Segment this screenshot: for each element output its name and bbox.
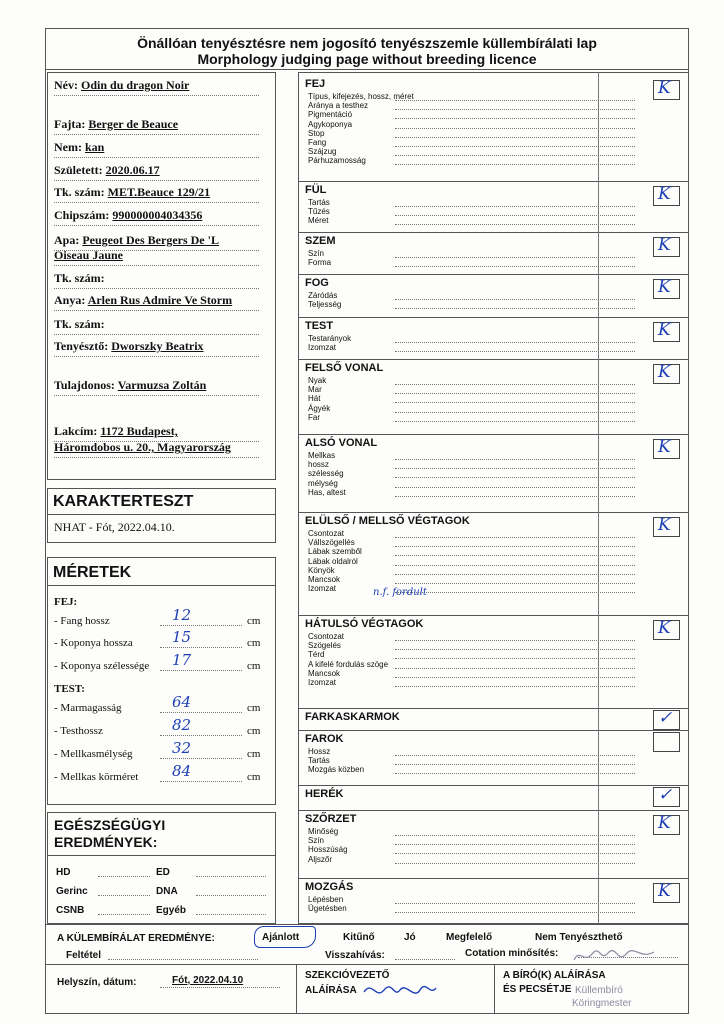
place-dots	[160, 987, 280, 988]
measure-label: - Koponya hossza	[54, 637, 133, 649]
dog-dots	[54, 395, 259, 396]
section-title: MOZGÁS	[305, 881, 354, 893]
section-dots	[395, 903, 635, 904]
dog-dots	[54, 157, 259, 158]
section-mark-box	[653, 279, 680, 299]
section-dots	[395, 583, 635, 584]
footer-divider-1	[296, 964, 297, 1014]
section-sub: Csontozat	[308, 529, 345, 538]
section-sub: mélység	[308, 478, 338, 488]
section-dots	[395, 853, 635, 854]
dog-row	[54, 440, 231, 455]
section-sub: Fang	[308, 138, 327, 147]
section-dots	[395, 100, 635, 101]
health-item: CSNB	[56, 905, 85, 916]
section-sub: Nyak	[308, 376, 327, 385]
section-divider	[298, 615, 689, 616]
health-item: HD	[56, 867, 71, 878]
section-dots	[395, 658, 635, 659]
dog-row	[54, 233, 219, 248]
cotation-label: Cotation minősítés:	[465, 948, 559, 959]
dog-row	[54, 78, 189, 93]
measure-label: - Fang hossz	[54, 615, 110, 627]
section-title: HÁTULSÓ VÉGTAGOK	[305, 618, 424, 630]
title-english: Morphology judging page without breeding licence	[197, 51, 537, 67]
measure-label: - Mellkasmélység	[54, 748, 133, 760]
section-sub: Vállszögellés	[308, 538, 355, 548]
section-title: TEST	[305, 320, 334, 332]
measure-unit: cm	[247, 725, 261, 737]
dog-label: Tk. szám:	[54, 317, 105, 331]
health-dots	[196, 895, 266, 896]
section-sub: Szögelés	[308, 641, 341, 651]
section-dots	[395, 640, 635, 641]
section-dots	[395, 668, 635, 669]
dog-row	[54, 424, 178, 439]
measure-label: - Testhossz	[54, 725, 103, 737]
section-mark: K	[658, 813, 671, 833]
result-label: A KÜLEMBÍRÁLAT EREDMÉNYE:	[57, 933, 215, 944]
section-dots	[395, 384, 635, 385]
section-mark-box	[653, 439, 680, 459]
sig2-line2: ÉS PECSÉTJE	[503, 984, 572, 995]
section-dots	[395, 477, 635, 478]
place-label: Helyszín, dátum:	[57, 977, 137, 988]
dog-dots	[54, 180, 259, 181]
dog-dots	[54, 202, 259, 203]
dog-value: Peugeot Des Bergers De 'L	[82, 233, 219, 247]
dog-row	[54, 271, 105, 286]
measure-value: 12	[172, 606, 192, 624]
section-dots	[395, 773, 635, 774]
section-sub: Mancsok	[308, 668, 341, 678]
dog-label: Tulajdonos:	[54, 378, 115, 392]
section-sub: Hát	[308, 394, 321, 404]
health-heading-1: EGÉSZSÉGÜGYI	[54, 817, 166, 833]
dog-row	[54, 293, 232, 308]
section-sub: Aljszőr	[308, 854, 333, 864]
section-sub: Teljesség	[308, 300, 342, 310]
section-title: SZŐRZET	[305, 813, 357, 825]
section-divider	[298, 434, 689, 435]
section-dots	[395, 137, 635, 138]
section-sub: Szín	[308, 249, 325, 258]
dog-value: Arlen Rus Admire Ve Storm	[87, 293, 233, 307]
dog-label: Született:	[54, 163, 103, 177]
dog-label: Tenyésztő:	[54, 339, 109, 353]
section-mark: K	[658, 320, 671, 340]
section-dots	[395, 555, 635, 556]
section-sub: Aránya a testhez	[308, 101, 369, 111]
section-dots	[395, 546, 635, 547]
dog-row	[54, 140, 104, 155]
measure-dots	[160, 735, 242, 736]
karakter-value: NHAT - Fót, 2022.04.10.	[54, 520, 175, 534]
section-divider	[298, 274, 689, 275]
measure-value: 84	[172, 762, 192, 780]
section-dots	[395, 565, 635, 566]
section-sub: Hosszúság	[308, 845, 348, 855]
section-sub: Ügetésben	[308, 904, 347, 914]
dog-label: Lakcím:	[54, 424, 98, 438]
sig1-line1: SZEKCIÓVEZETŐ	[305, 970, 390, 981]
section-dots	[395, 118, 635, 119]
section-mark: K	[658, 235, 671, 255]
section-sub: Párhuzamosság	[308, 156, 366, 166]
section-dots	[395, 764, 635, 765]
health-item: Gerinc	[56, 886, 88, 897]
section-divider	[298, 708, 689, 709]
dog-row	[54, 117, 178, 132]
section-dots	[395, 412, 635, 413]
section-sub: Tartás	[308, 756, 330, 766]
meretek-divider	[47, 585, 276, 586]
section-title: FEJ	[305, 78, 326, 90]
health-dots	[196, 914, 266, 915]
measure-value: 17	[172, 651, 192, 669]
section-sub: Méret	[308, 216, 329, 226]
measure-value: 82	[172, 716, 192, 734]
title-hungarian: Önállóan tenyésztésre nem jogosító tenyészszemle küllembírálati lap	[137, 35, 597, 51]
feltetel-dots	[108, 959, 258, 960]
section-sub: Mellkas	[308, 451, 336, 460]
measure-unit: cm	[247, 637, 261, 649]
section-dots	[395, 649, 635, 650]
dog-label: Tk. szám:	[54, 271, 105, 285]
section-sub: Szín	[308, 836, 325, 846]
feltetel-label: Feltétel	[66, 950, 102, 961]
health-heading-2: EREDMÉNYEK:	[54, 834, 158, 850]
section-sub: Csontozat	[308, 632, 345, 641]
health-dots	[98, 876, 150, 877]
dog-dots	[54, 225, 259, 226]
section-sub: A kifelé fordulás szöge	[308, 659, 389, 669]
section-dots	[395, 215, 635, 216]
dog-dots	[54, 356, 259, 357]
section-dots	[395, 206, 635, 207]
section-sub: Könyök	[308, 565, 335, 575]
section-dots	[395, 402, 635, 403]
measure-value: 64	[172, 693, 192, 711]
dog-dots	[54, 288, 259, 289]
section-mark-box	[653, 732, 680, 752]
dog-label: Apa:	[54, 233, 80, 247]
dog-row	[54, 248, 123, 263]
fej-label: FEJ:	[54, 596, 78, 608]
dog-label: Chipszám:	[54, 208, 110, 222]
section-title: ALSÓ VONAL	[305, 437, 378, 449]
section-dots	[395, 863, 635, 864]
section-dots	[395, 109, 635, 110]
measure-value: 15	[172, 628, 192, 646]
dog-value: 2020.06.17	[105, 163, 160, 177]
measure-unit: cm	[247, 615, 261, 627]
section-dots	[395, 755, 635, 756]
section-divider	[298, 512, 689, 513]
section-sub: Lépésben	[308, 895, 344, 904]
dog-dots	[54, 334, 259, 335]
section-dots	[395, 459, 635, 460]
section-mark: ✓	[658, 785, 673, 805]
section-dots	[395, 266, 635, 267]
section-title: HERÉK	[305, 788, 344, 800]
measure-dots	[160, 758, 242, 759]
section-dots	[395, 835, 635, 836]
section-mark: K	[658, 437, 671, 457]
section-sub: Térd	[308, 650, 325, 660]
karakter-heading: KARAKTERTESZT	[53, 493, 194, 510]
section-dots	[395, 128, 635, 129]
dog-label: Tk. szám:	[54, 185, 105, 199]
measure-unit: cm	[247, 771, 261, 783]
measure-label: - Marmagasság	[54, 702, 122, 714]
dog-value: 990000004034356	[112, 208, 203, 222]
sections-column-line	[598, 72, 599, 924]
section-sub: Izomzat	[308, 584, 337, 594]
result-chosen-label: Ajánlott	[262, 932, 300, 943]
section-dots	[395, 537, 635, 538]
result-option-2: Jó	[404, 932, 416, 943]
section-sub: Stop	[308, 128, 325, 138]
section-sub: Szájzug	[308, 147, 337, 157]
section-dots	[395, 844, 635, 845]
section-mark-box	[653, 322, 680, 342]
section-divider	[298, 730, 689, 731]
section-dots	[395, 224, 635, 225]
measure-unit: cm	[247, 748, 261, 760]
dog-row	[54, 185, 210, 200]
section-dots	[395, 592, 635, 593]
dog-value: Odin du dragon Noir	[81, 78, 190, 92]
judge-signature	[570, 944, 660, 968]
section-sub: Minőség	[308, 827, 339, 836]
section-mark-box	[653, 186, 680, 206]
health-dots	[98, 914, 150, 915]
footer-divider-2	[494, 964, 495, 1014]
dog-label: Név:	[54, 78, 78, 92]
measure-dots	[160, 625, 242, 626]
section-dots	[395, 299, 635, 300]
section-sub: Agykoponya	[308, 119, 353, 129]
section-divider	[298, 359, 689, 360]
result-option-1: Kitűnő	[343, 932, 375, 943]
result-option-3: Megfelelő	[446, 932, 493, 943]
section-dots	[395, 146, 635, 147]
section-sub: Hossz	[308, 747, 331, 756]
health-dots	[196, 876, 266, 877]
section-mark: K	[658, 78, 671, 98]
section-dots	[395, 351, 635, 352]
dog-label: Fajta:	[54, 117, 86, 131]
section-sub: Lábak szemből	[308, 547, 362, 557]
meretek-box	[47, 557, 276, 805]
dog-dots	[54, 95, 259, 96]
dog-dots	[54, 265, 259, 266]
section-mark: K	[658, 881, 671, 901]
sig2-line1: A BÍRÓ(K) ALÁÍRÁSA	[503, 970, 606, 981]
dog-dots	[54, 310, 259, 311]
section-sub: Izomzat	[308, 678, 337, 687]
section-sub: hossz	[308, 460, 329, 470]
dog-value: Berger de Beauce	[88, 117, 179, 131]
measure-dots	[160, 781, 242, 782]
section-dots	[395, 487, 635, 488]
dog-dots	[54, 457, 259, 458]
section-title: FOG	[305, 277, 329, 289]
section-divider	[298, 232, 689, 233]
section-mark-box	[653, 517, 680, 537]
section-mark-box	[653, 620, 680, 640]
section-mark: K	[658, 277, 671, 297]
health-item: Egyéb	[156, 905, 187, 916]
section-sub: Tűzés	[308, 207, 330, 217]
section-title: FELSŐ VONAL	[305, 362, 384, 374]
section-dots	[395, 677, 635, 678]
section-mark: K	[658, 362, 671, 382]
dog-value: Háromdobos u. 20., Magyarország	[54, 440, 231, 454]
section-title: SZEM	[305, 235, 336, 247]
section-dots	[395, 421, 635, 422]
section-sub: szélesség	[308, 469, 344, 479]
section-dots	[395, 393, 635, 394]
health-dots	[98, 895, 150, 896]
section-sub: Mancsok	[308, 575, 341, 584]
dog-dots	[54, 134, 259, 135]
section-dots	[395, 686, 635, 687]
dog-label: Anya:	[54, 293, 86, 307]
section-mark: ✓	[658, 708, 673, 728]
section-mark-box	[653, 364, 680, 384]
section-sub: Mar	[308, 385, 322, 395]
section-sub: Típus, kifejezés, hossz, méret	[308, 92, 414, 101]
section-mark: K	[658, 184, 671, 204]
measure-label: - Mellkas körméret	[54, 771, 139, 783]
measure-value: 32	[172, 739, 192, 757]
section-mark: K	[658, 515, 671, 535]
meretek-heading: MÉRETEK	[53, 564, 132, 581]
title-divider	[45, 69, 689, 70]
dog-value: kan	[84, 140, 105, 154]
health-item: DNA	[156, 886, 178, 897]
section-sub: Izomzat	[308, 343, 337, 353]
visszahivas-label: Visszahívás:	[325, 950, 385, 961]
dog-row	[54, 378, 206, 393]
measure-label: - Koponya szélessége	[54, 660, 150, 672]
visszahivas-dots	[395, 959, 455, 960]
section-divider	[298, 878, 689, 879]
sig1-line2: ALÁÍRÁSA	[305, 985, 357, 996]
section-dots	[395, 164, 635, 165]
section-dots	[395, 342, 635, 343]
dog-row	[54, 163, 160, 178]
section-divider	[298, 317, 689, 318]
dog-row	[54, 208, 202, 223]
section-sub: Testarányok	[308, 334, 352, 343]
section-title: FARKASKARMOK	[305, 711, 400, 723]
dog-value: 1172 Budapest,	[100, 424, 178, 438]
section-dots	[395, 574, 635, 575]
section-sub: Tartás	[308, 198, 330, 207]
section-mark: K	[658, 618, 671, 638]
dog-value: MET.Beauce 129/21	[107, 185, 211, 199]
section-title: ELÜLSŐ / MELLSŐ VÉGTAGOK	[305, 515, 470, 527]
section-sub: Ágyék	[308, 403, 331, 413]
section-dots	[395, 308, 635, 309]
result-divider-top	[45, 924, 689, 925]
dog-row	[54, 317, 105, 332]
health-divider	[47, 855, 276, 856]
dog-value: Dworszky Beatrix	[111, 339, 204, 353]
section-sub: Far	[308, 412, 320, 422]
section-mark-box	[653, 710, 680, 730]
section-title: FÜL	[305, 184, 327, 196]
section-dots	[395, 257, 635, 258]
section-divider	[298, 181, 689, 182]
result-option-4: Nem Tenyészthető	[535, 932, 623, 943]
measure-dots	[160, 712, 242, 713]
section-title: FAROK	[305, 733, 344, 745]
handwritten-annotation: n.f. fordult	[373, 587, 427, 598]
health-item: ED	[156, 867, 170, 878]
section-mark-box	[653, 815, 680, 835]
measure-unit: cm	[247, 660, 261, 672]
section-dots	[395, 912, 635, 913]
section-sub: Forma	[308, 258, 332, 268]
dog-label: Nem:	[54, 140, 82, 154]
section-sub: Pigmentáció	[308, 110, 353, 120]
section-dots	[395, 468, 635, 469]
section-divider	[298, 810, 689, 811]
place-value: Fót, 2022.04.10	[172, 975, 244, 986]
section-sub: Has, altest	[308, 487, 346, 497]
sections-box	[298, 72, 689, 924]
test-label: TEST:	[54, 683, 85, 695]
section-divider	[298, 785, 689, 786]
stamp-line-2: Köringmester	[572, 998, 632, 1009]
stamp-line-1: Küllembíró	[575, 985, 623, 996]
section-mark-box	[653, 237, 680, 257]
measure-unit: cm	[247, 702, 261, 714]
dog-value: Varmuzsa Zoltán	[117, 378, 207, 392]
section-sub: Lábak oldalról	[308, 556, 358, 566]
section-mark-box	[653, 80, 680, 100]
section-dots	[395, 155, 635, 156]
section-sub: Záródás	[308, 291, 338, 300]
section-leader-signature	[360, 978, 440, 1004]
dog-row	[54, 339, 204, 354]
karakter-divider	[47, 514, 276, 515]
section-sub: Mozgás közben	[308, 765, 365, 775]
section-dots	[395, 496, 635, 497]
measure-dots	[160, 670, 242, 671]
dog-value: Oiseau Jaune	[54, 248, 124, 262]
measure-dots	[160, 647, 242, 648]
section-mark-box	[653, 883, 680, 903]
section-mark-box	[653, 787, 680, 807]
